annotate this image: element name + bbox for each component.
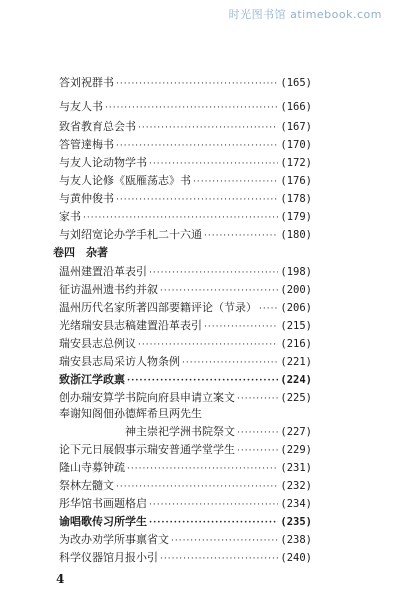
dot-leader — [149, 515, 278, 531]
toc-entry — [59, 119, 312, 135]
dot-leader — [138, 337, 278, 353]
entry-page: (180) — [280, 229, 312, 241]
dot-leader — [116, 192, 278, 208]
entry-page: (221) — [280, 356, 312, 368]
entry-page: (167) — [280, 121, 312, 133]
toc-entry — [59, 137, 312, 153]
entry-page: (227) — [280, 426, 312, 438]
entry-title: 论下元日展假事示瑞安普通学堂学生 — [59, 443, 235, 456]
entry-page: (178) — [280, 193, 312, 205]
dot-leader — [204, 319, 278, 335]
toc-entry — [59, 390, 312, 406]
dot-leader — [149, 497, 278, 513]
dot-leader — [83, 210, 278, 226]
toc-entry — [59, 478, 312, 494]
dot-leader — [237, 425, 278, 441]
entry-page: (200) — [280, 284, 312, 296]
dot-leader — [182, 355, 278, 371]
toc-entry — [59, 209, 312, 225]
dot-leader — [116, 76, 278, 92]
entry-title: 创办瑞安算学书院向府县申请立案文 — [59, 391, 235, 404]
toc-entry — [59, 442, 312, 458]
entry-title: 与黄仲俊书 — [59, 192, 114, 205]
entry-page: (224) — [280, 374, 312, 386]
entry-title: 瑞安县志局采访人物条例 — [59, 355, 180, 368]
dot-leader — [204, 228, 278, 244]
toc-entry — [59, 372, 312, 388]
toc-entry — [59, 460, 312, 476]
entry-title: 科学仪器馆月报小引 — [59, 551, 158, 564]
entry-page: (206) — [280, 302, 312, 314]
entry-title: 答管達梅书 — [59, 138, 114, 151]
entry-page: (170) — [280, 139, 312, 151]
dot-leader — [193, 174, 278, 190]
entry-page: (238) — [280, 534, 312, 546]
toc-entry — [59, 532, 312, 548]
entry-page: (229) — [280, 444, 312, 456]
dot-leader — [127, 461, 278, 477]
entry-title: 谕唱歌传习所学生 — [59, 515, 147, 528]
entry-title: 致浙江学政禀 — [59, 373, 125, 386]
dot-leader — [116, 138, 278, 154]
entry-page: (215) — [280, 320, 312, 332]
toc-entry — [59, 496, 312, 512]
toc-entry — [59, 336, 312, 352]
dot-leader — [149, 156, 278, 172]
dot-leader — [116, 479, 278, 495]
toc-entry — [59, 514, 312, 530]
entry-title: 隆山寺募钟疏 — [59, 461, 125, 474]
entry-title: 瑞安县志总例议 — [59, 337, 136, 350]
entry-title: 征访温州遗书约并叙 — [59, 283, 158, 296]
dot-leader — [237, 391, 278, 407]
toc-entry — [59, 264, 312, 280]
entry-title: 与友人书 — [59, 100, 103, 113]
entry-title: 温州历代名家所著四部要籍评论（节录） — [59, 301, 257, 314]
entry-page: (235) — [280, 516, 312, 528]
toc-entry — [59, 354, 312, 370]
entry-title: 致省教育总会书 — [59, 120, 136, 133]
entry-title: 祭林左髓文 — [59, 479, 114, 492]
entry-title: 与友人论修《瓯雁荡志》书 — [59, 174, 191, 187]
dot-leader — [138, 120, 278, 136]
toc-entry — [59, 173, 312, 189]
toc-entry — [59, 227, 312, 243]
entry-page: (176) — [280, 175, 312, 187]
toc-entry — [59, 75, 312, 91]
entry-page: (165) — [280, 77, 312, 89]
toc-entry — [59, 550, 312, 566]
toc-entry — [59, 318, 312, 334]
dot-leader — [149, 265, 278, 281]
entry-title: 答刘祝群书 — [59, 76, 114, 89]
toc-entry-line2 — [125, 424, 312, 440]
entry-title: 温州建置沿革表引 — [59, 265, 147, 278]
toc-entry — [59, 191, 312, 207]
watermark-logo: 时光图书馆 atimebook.com — [228, 8, 382, 21]
entry-page: (166) — [280, 101, 312, 113]
entry-title: 为改办劝学所事禀省文 — [59, 533, 169, 546]
dot-leader — [171, 533, 278, 549]
entry-page: (231) — [280, 462, 312, 474]
entry-title: 奉谢知阁佃孙德辉希旦两先生 — [59, 407, 202, 420]
toc-entry-line1 — [59, 406, 312, 422]
dot-leader — [160, 283, 278, 299]
dot-leader — [160, 551, 278, 567]
entry-page: (179) — [280, 211, 312, 223]
entry-title: 与刘绍宽论办学手札二十六通 — [59, 228, 202, 241]
dot-leader — [127, 373, 278, 389]
toc-entry — [59, 155, 312, 171]
page-number: 4 — [56, 572, 65, 586]
entry-title-continued: 神主崇祀学洲书院祭文 — [125, 425, 235, 438]
dot-leader — [105, 100, 278, 116]
entry-page: (225) — [280, 392, 312, 404]
toc-entry — [59, 99, 312, 115]
entry-page: (198) — [280, 266, 312, 278]
entry-page: (172) — [280, 157, 312, 169]
toc-entry — [59, 282, 312, 298]
section-heading: 卷四 杂著 — [53, 246, 108, 259]
entry-page: (216) — [280, 338, 312, 350]
dot-leader — [259, 301, 278, 317]
entry-title: 与友人论动物学书 — [59, 156, 147, 169]
dot-leader — [237, 443, 278, 459]
entry-page: (240) — [280, 552, 312, 564]
entry-page: (232) — [280, 480, 312, 492]
entry-title: 光绪瑞安县志稿建置沿革表引 — [59, 319, 202, 332]
entry-page: (234) — [280, 498, 312, 510]
entry-title: 彤华馆书画题格启 — [59, 497, 147, 510]
entry-title: 家书 — [59, 210, 81, 223]
toc-entry — [59, 300, 312, 316]
